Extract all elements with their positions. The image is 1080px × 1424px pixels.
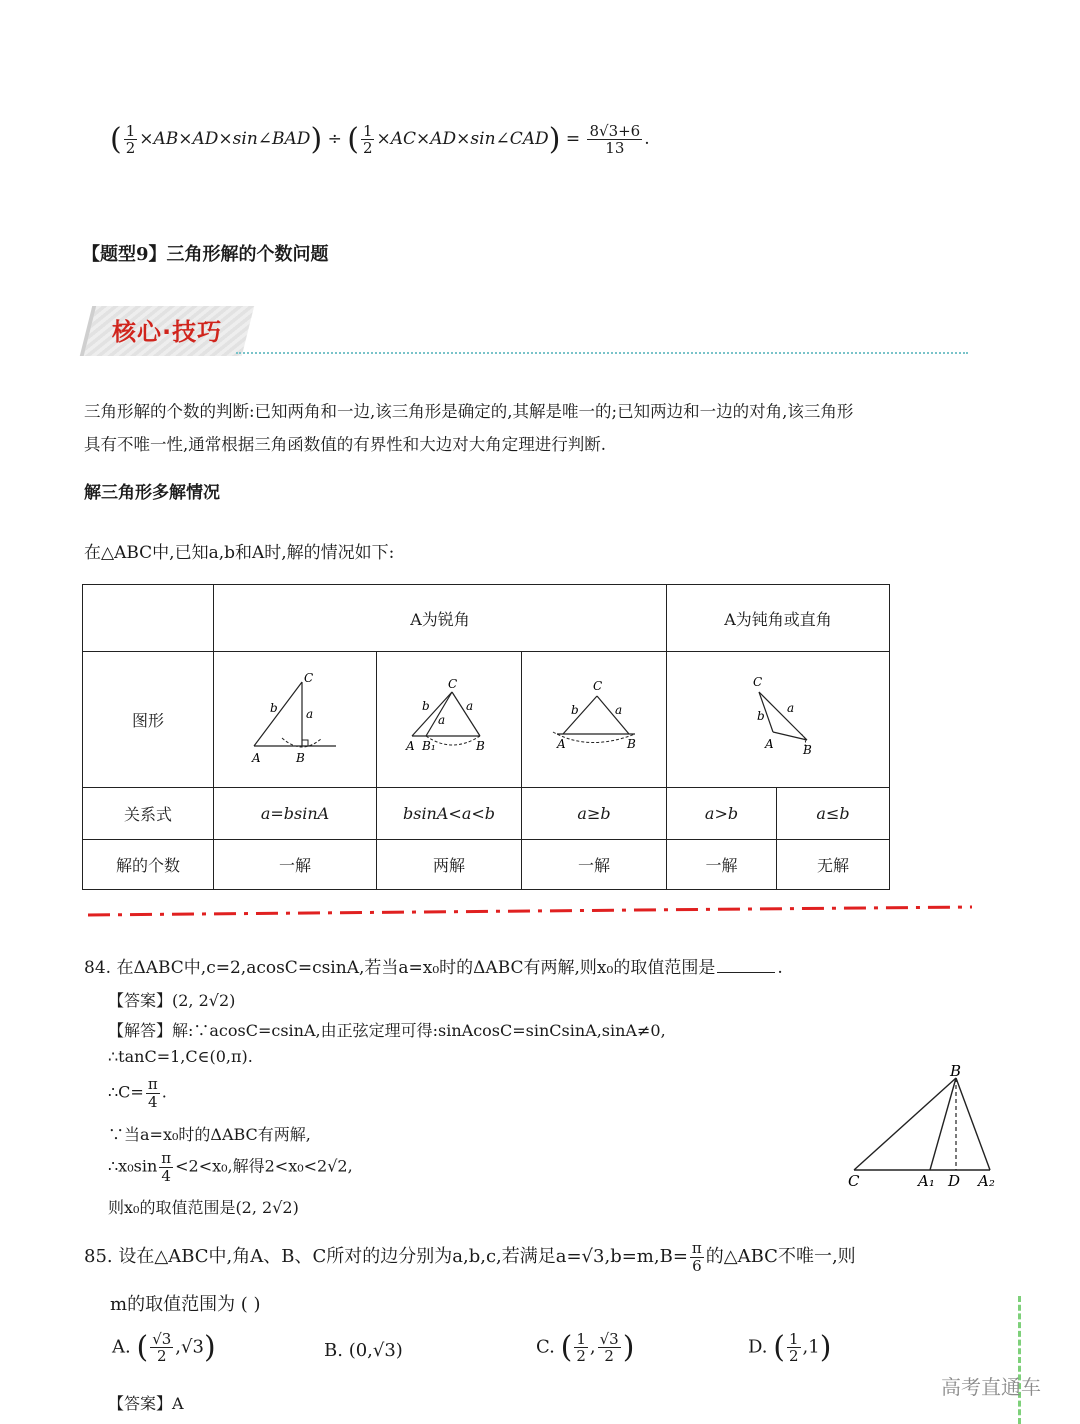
fig-label-A: A <box>765 736 774 751</box>
section-title: 【题型9】三角形解的个数问题 <box>82 244 329 265</box>
q85-stem-line-2: m的取值范围为 ( ) <box>110 1294 261 1315</box>
figure-cell-4 <box>667 652 890 788</box>
fig-label-B: B <box>627 736 636 751</box>
q85-stem-line-1: 85. 设在△ABC中,角A、B、C所对的边分别为a,b,c,若满足a=√3,b=m,B= $\frac{\pi}{6}$ 的△ABC不唯一,则 <box>84 1239 856 1275</box>
fig-label-C: C <box>304 670 314 685</box>
red-separator <box>88 904 972 918</box>
q85-option-c[interactable]: C. ( $\frac{1}{2}$ , $\frac{√3}{2}$ ) <box>536 1329 635 1365</box>
badge-label: 核心·技巧 <box>112 318 223 346</box>
fig-label-a: a <box>306 706 314 721</box>
top-formula: ( $\frac{1}{2}$ ×AB×AD×sin∠BAD) ÷ ( $\frac{1}{2}$ ×AC×AD×sin∠CAD) = $\frac{8√3+6}{13}$ . <box>110 121 650 157</box>
fig-label-B: B <box>950 1062 962 1080</box>
green-dashed-border <box>1018 1296 1021 1424</box>
q85-option-b[interactable]: B. (0,√3) <box>324 1340 403 1361</box>
q84-sol-1: 【解答】解:∵acosC=csinA,由正弦定理可得:sinAcosC=sinCsinA,sinA≠0, <box>108 1021 666 1040</box>
figure-obtuse <box>723 668 833 768</box>
header-obtuse: A为钝角或直角 <box>667 585 890 652</box>
count-cell: 无解 <box>777 840 890 890</box>
relation-cell: bsinA<a<b <box>377 788 522 840</box>
q84-answer: 【答案】(2, 2√2) <box>108 991 236 1010</box>
relation-cell: a>b <box>667 788 777 840</box>
q84-sol-3: ∴C= $\frac{\pi}{4}$ . <box>108 1075 167 1111</box>
table-corner-cell <box>83 585 214 652</box>
fig-label-b: b <box>422 698 430 713</box>
answer-blank <box>717 972 775 973</box>
fraction: $\frac{1}{2}$ <box>362 121 373 157</box>
badge-underline <box>236 352 968 354</box>
relation-cell: a≤b <box>777 788 890 840</box>
fraction: $\frac{8√3+6}{13}$ <box>589 121 641 157</box>
fig-label-C: C <box>593 678 603 693</box>
fraction: $\frac{\pi}{4}$ <box>161 1149 172 1185</box>
count-cell: 一解 <box>214 840 377 890</box>
intro-line-2: 具有不唯一性,通常根据三角函数值的有界性和大边对大角定理进行判断. <box>84 435 606 454</box>
figure-two-solutions <box>394 668 504 768</box>
fig-label-a: a <box>438 712 446 727</box>
q84-stem: 84. 在ΔABC中,c=2,acosC=csinA,若当a=x₀时的ΔABC有两解,则x₀的取值范围是 . <box>84 958 783 978</box>
fraction: $\frac{1}{2}$ <box>788 1329 799 1365</box>
fig-label-b: b <box>270 700 278 715</box>
row-label-figure: 图形 <box>83 652 214 788</box>
fig-label-D: D <box>948 1172 961 1190</box>
fig-label-C: C <box>753 674 763 689</box>
fig-label-b: b <box>571 702 579 717</box>
fig-label-C: C <box>448 676 458 691</box>
q84-figure <box>844 1058 1008 1198</box>
q84-sol-5: ∴x₀sin $\frac{\pi}{4}$ <2<x₀,解得2<x₀<2√2, <box>108 1149 353 1185</box>
fig-label-B1: B₁ <box>422 738 436 753</box>
relation-cell: a=bsinA <box>214 788 377 840</box>
relation-cell: a≥b <box>522 788 667 840</box>
fig-label-a: a <box>615 702 623 717</box>
q84-sol-6: 则x₀的取值范围是(2, 2√2) <box>108 1198 299 1217</box>
fig-label-a: a <box>787 700 795 715</box>
figure-cell-3 <box>522 652 667 788</box>
q85-answer: 【答案】A <box>108 1394 184 1413</box>
q85-option-d[interactable]: D. ( $\frac{1}{2}$ ,1) <box>748 1329 832 1365</box>
figure-cell-1 <box>214 652 377 788</box>
fraction: $\frac{1}{2}$ <box>125 121 136 157</box>
fig-label-A: A <box>406 738 415 753</box>
figure-right-triangle <box>240 668 350 768</box>
solutions-table <box>82 584 890 890</box>
fraction: $\frac{\pi}{4}$ <box>147 1075 158 1111</box>
watermark: 高考直通车 <box>941 1375 1041 1399</box>
figure-cell-2 <box>377 652 522 788</box>
fig-label-B: B <box>476 738 485 753</box>
fig-label-A2: A₂ <box>978 1172 995 1190</box>
q85-option-a[interactable]: A. ( $\frac{√3}{2}$ ,√3) <box>112 1329 216 1365</box>
fraction: $\frac{√3}{2}$ <box>599 1329 619 1365</box>
fraction: $\frac{\pi}{6}$ <box>691 1239 702 1275</box>
q84-sol-4: ∵当a=x₀时的ΔABC有两解, <box>108 1125 311 1144</box>
fig-label-B: B <box>803 742 812 757</box>
header-acute: A为锐角 <box>214 585 667 652</box>
count-cell: 一解 <box>667 840 777 890</box>
fig-label-C: C <box>848 1172 860 1190</box>
count-cell: 两解 <box>377 840 522 890</box>
fig-label-B: B <box>296 750 305 765</box>
subheading: 解三角形多解情况 <box>84 483 220 503</box>
fraction: $\frac{1}{2}$ <box>576 1329 586 1365</box>
fraction: $\frac{√3}{2}$ <box>152 1329 172 1365</box>
row-label-relation: 关系式 <box>83 788 214 840</box>
fig-label-A: A <box>557 736 566 751</box>
q84-sol-2: ∴tanC=1,C∈(0,π). <box>108 1047 253 1066</box>
fig-label-A1: A₁ <box>918 1172 935 1190</box>
fig-label-b: b <box>757 708 765 723</box>
count-cell: 一解 <box>522 840 667 890</box>
table-intro: 在△ABC中,已知a,b和A时,解的情况如下: <box>84 543 395 563</box>
fig-label-a: a <box>466 698 474 713</box>
intro-line-1: 三角形解的个数的判断:已知两角和一边,该三角形是确定的,其解是唯一的;已知两边和一边的对角,该三角形 <box>84 402 854 421</box>
fig-label-A: A <box>252 750 261 765</box>
figure-one-solution <box>539 668 649 768</box>
row-label-count: 解的个数 <box>83 840 214 890</box>
